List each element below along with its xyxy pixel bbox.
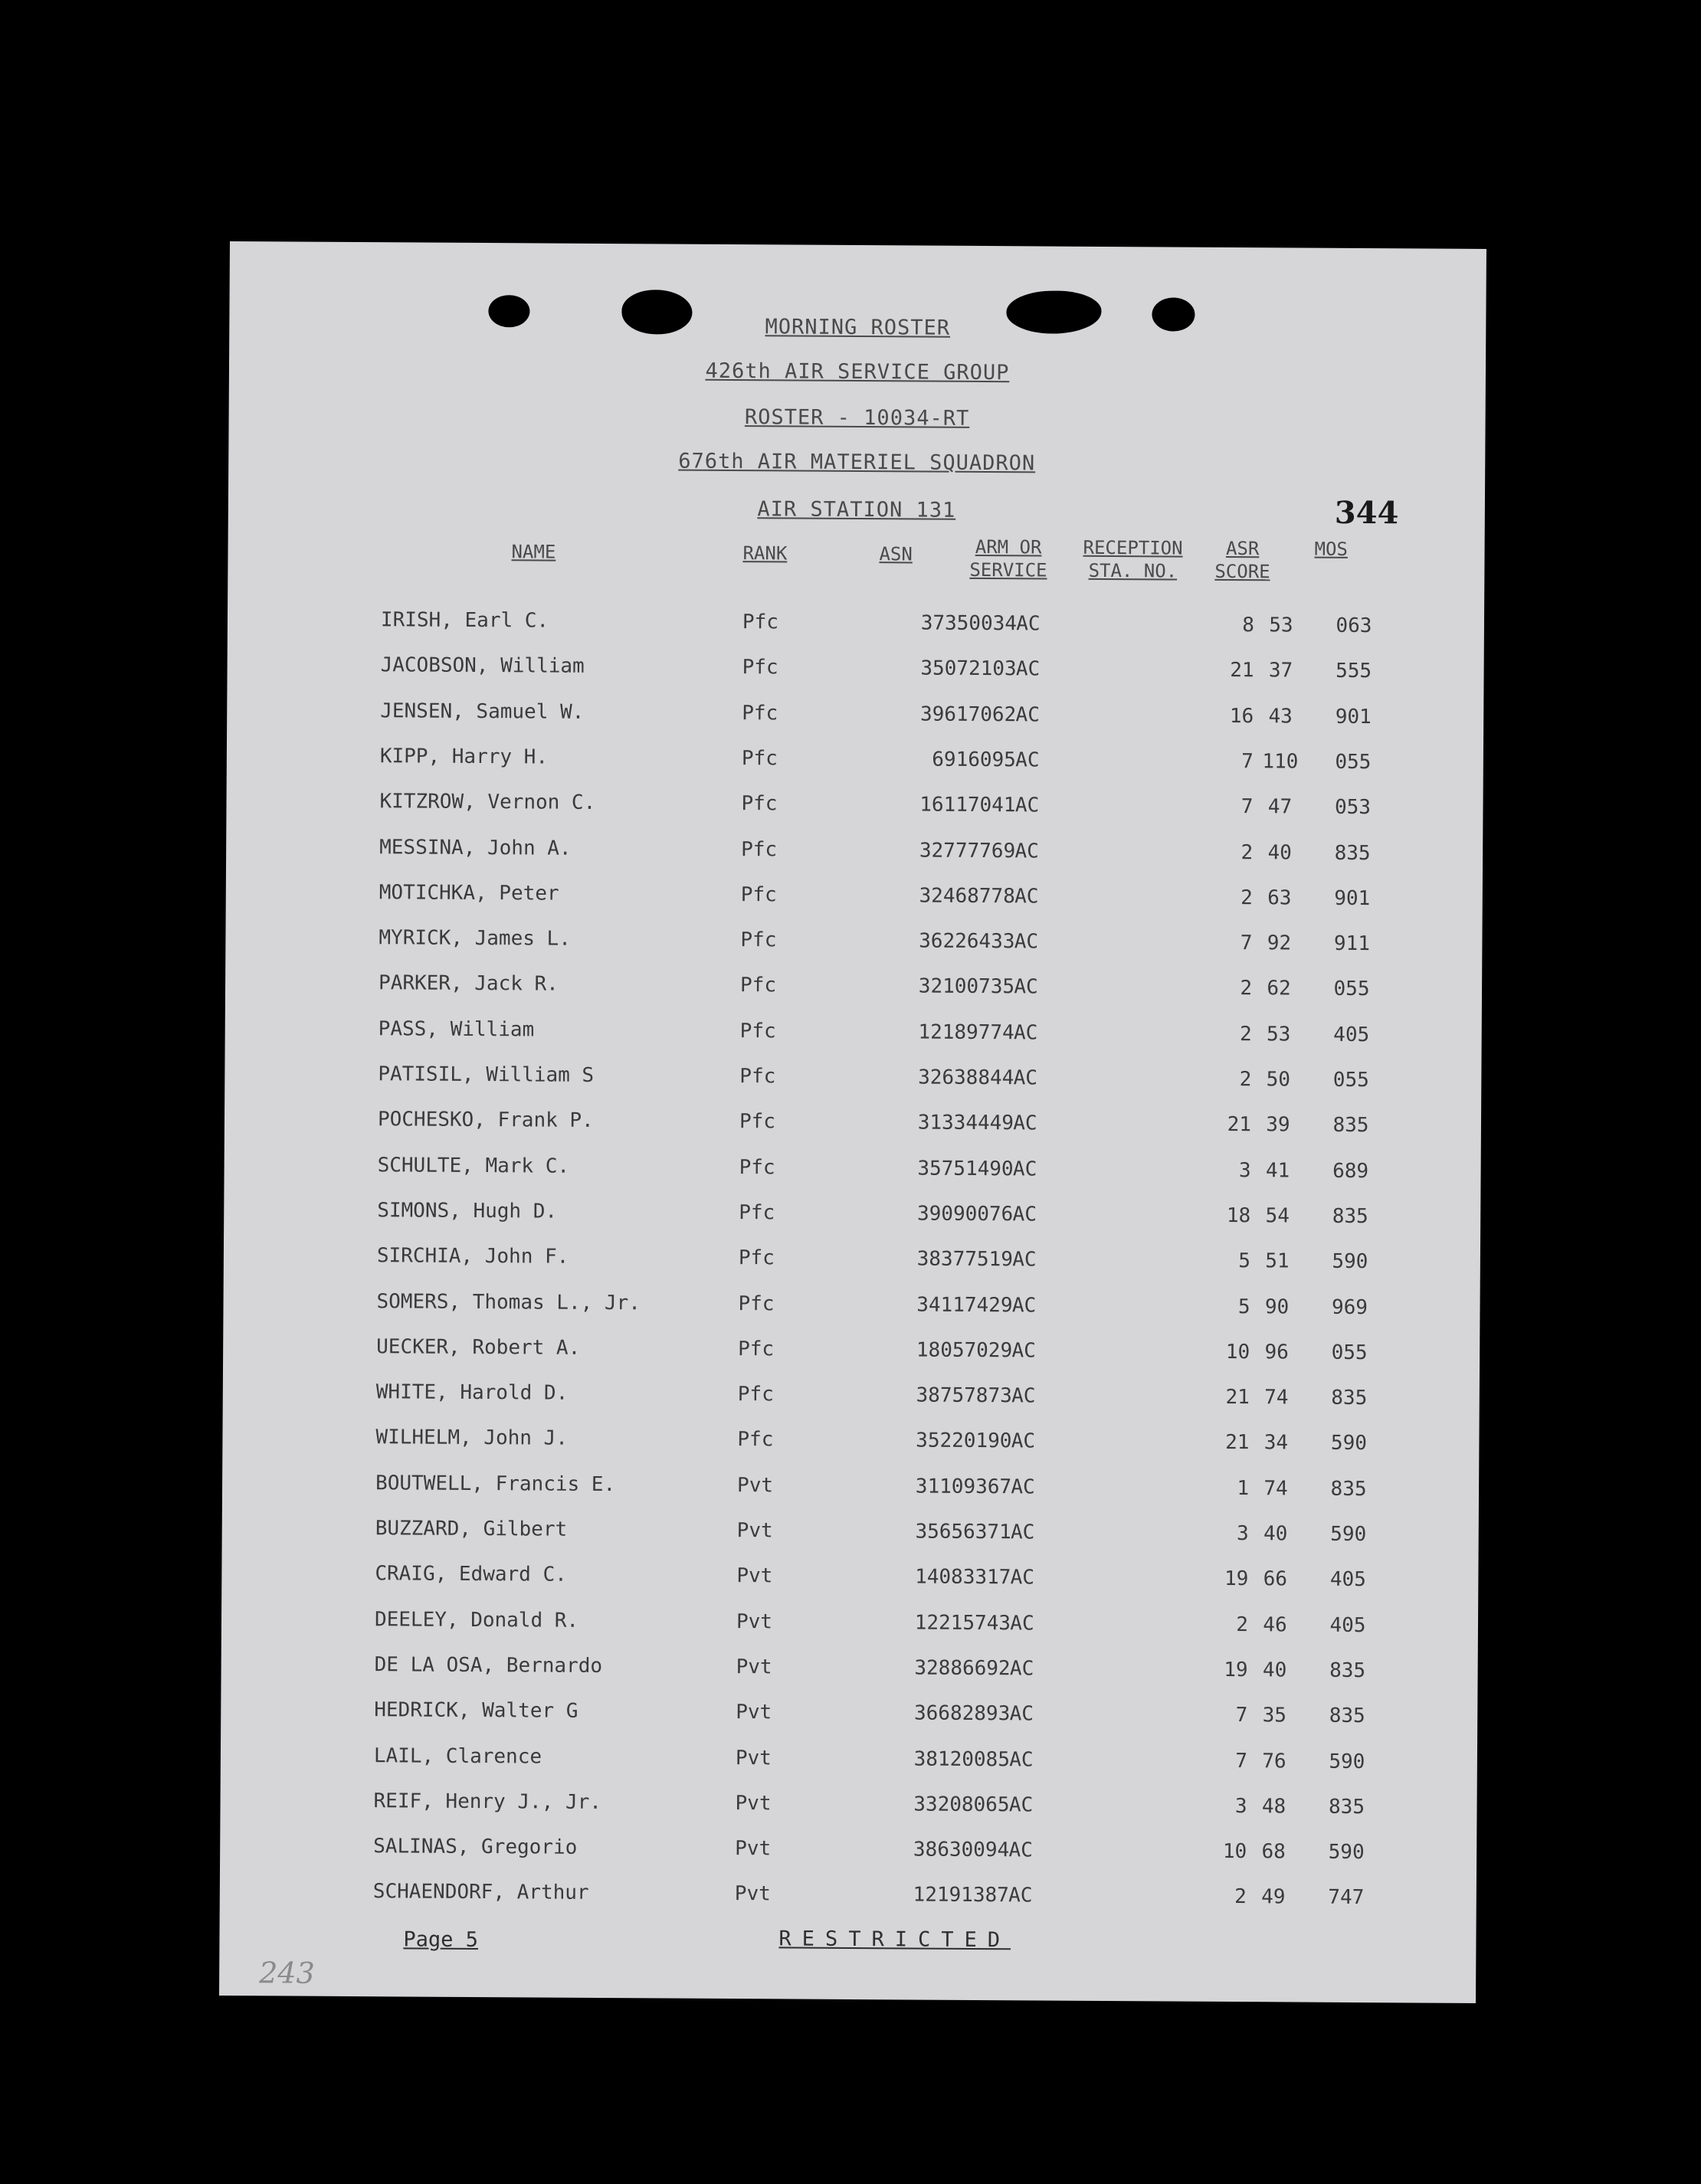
person-name: SCHAENDORF, Arthur <box>372 1880 589 1905</box>
column-header-arm-line1: ARM OR <box>975 535 1042 558</box>
person-name: WILHELM, John J. <box>375 1426 569 1451</box>
serial-number: 39617062 <box>919 702 1017 726</box>
asr-score: 90 <box>1264 1295 1290 1318</box>
arm-or-service: AC <box>1012 1248 1037 1272</box>
asr-score: 53 <box>1266 1022 1291 1046</box>
asr-score: 40 <box>1263 1522 1288 1546</box>
table-row <box>225 1017 1482 1055</box>
mos-code: 689 <box>1332 1159 1369 1183</box>
rank: Pvt <box>736 1701 772 1724</box>
reception-station: 21 <box>1225 1386 1250 1410</box>
mos-code: 405 <box>1329 1568 1366 1592</box>
mos-code: 835 <box>1329 1658 1366 1682</box>
table-row <box>222 1425 1479 1463</box>
asr-score: 68 <box>1261 1840 1286 1864</box>
arm-or-service: AC <box>1010 1611 1034 1636</box>
arm-or-service: AC <box>1011 1293 1037 1317</box>
rank: Pvt <box>737 1473 774 1498</box>
rank: Pfc <box>739 1155 775 1179</box>
rank: Pvt <box>736 1564 773 1588</box>
serial-number: 32100735 <box>918 974 1015 999</box>
serial-number: 35751490 <box>917 1157 1014 1180</box>
arm-or-service: AC <box>1009 1702 1034 1726</box>
reception-station: 2 <box>1240 977 1253 1000</box>
asr-score: 35 <box>1262 1704 1287 1727</box>
serial-number: 31109367 <box>915 1475 1012 1498</box>
column-header-arm-line2: SERVICE <box>969 558 1047 581</box>
person-name: SIRCHIA, John F. <box>376 1244 569 1269</box>
serial-number: 32638844 <box>918 1066 1014 1090</box>
person-name: PARKER, Jack R. <box>378 971 559 997</box>
table-row <box>221 1698 1477 1736</box>
asr-score: 51 <box>1265 1249 1290 1273</box>
reception-station: 3 <box>1234 1794 1247 1818</box>
serial-number: 35072103 <box>920 657 1017 681</box>
asr-score: 39 <box>1266 1113 1290 1137</box>
reception-station: 19 <box>1224 1658 1248 1682</box>
person-name: SCHULTE, Mark C. <box>377 1153 570 1178</box>
table-row <box>224 1243 1480 1282</box>
asr-score: 34 <box>1263 1431 1289 1455</box>
mos-code: 835 <box>1328 1795 1365 1819</box>
person-name: DEELEY, Donald R. <box>374 1607 579 1632</box>
person-name: JACOBSON, William <box>380 653 585 679</box>
arm-or-service: AC <box>1016 612 1041 636</box>
mos-code: 969 <box>1331 1295 1368 1319</box>
table-row <box>227 744 1483 782</box>
asr-score: 48 <box>1261 1795 1286 1819</box>
asr-score: 53 <box>1269 614 1293 637</box>
roster-page <box>219 241 1486 2003</box>
arm-or-service: AC <box>1015 657 1041 681</box>
mos-code: 055 <box>1335 750 1372 774</box>
person-name: UECKER, Robert A. <box>376 1334 581 1360</box>
arm-or-service: AC <box>1012 1157 1037 1181</box>
rank: Pfc <box>741 837 778 861</box>
reception-station: 7 <box>1235 1704 1248 1727</box>
serial-number: 35220190 <box>916 1429 1012 1453</box>
reception-station: 19 <box>1224 1567 1249 1591</box>
arm-or-service: AC <box>1013 1112 1037 1135</box>
person-name: MOTICHKA, Peter <box>379 881 559 905</box>
reception-station: 10 <box>1222 1840 1247 1864</box>
person-name: SALINAS, Gregorio <box>373 1835 578 1859</box>
table-row <box>220 1789 1476 1827</box>
reception-station: 2 <box>1234 1885 1247 1909</box>
reception-station: 8 <box>1242 614 1255 637</box>
serial-number: 38757873 <box>916 1383 1012 1408</box>
mos-code: 405 <box>1329 1613 1366 1637</box>
column-header-reception-line1: RECEPTION <box>1083 536 1183 559</box>
classification-marking: RESTRICTED <box>778 1927 1011 1953</box>
arm-or-service: AC <box>1011 1429 1036 1453</box>
asr-score: 41 <box>1265 1158 1290 1183</box>
mos-code: 590 <box>1330 1522 1367 1547</box>
mos-code: 835 <box>1329 1704 1365 1728</box>
arm-or-service: AC <box>1011 1339 1036 1363</box>
reception-station: 21 <box>1230 659 1254 683</box>
mos-code: 590 <box>1332 1249 1368 1274</box>
mos-code: 901 <box>1334 886 1371 910</box>
reception-station: 5 <box>1238 1249 1250 1273</box>
serial-number: 38120085 <box>913 1747 1011 1771</box>
column-header-mos: MOS <box>1314 538 1349 560</box>
rank: Pvt <box>735 1791 772 1816</box>
serial-number: 38377519 <box>916 1247 1013 1272</box>
table-row <box>221 1743 1477 1781</box>
reception-station: 2 <box>1239 1068 1252 1092</box>
arm-or-service: AC <box>1014 839 1039 863</box>
reception-station: 21 <box>1225 1431 1250 1455</box>
serial-number: 12215743 <box>914 1611 1011 1635</box>
mos-code: 901 <box>1335 705 1372 729</box>
asr-score: 47 <box>1267 795 1293 819</box>
column-header-name: NAME <box>511 541 556 563</box>
asr-score: 43 <box>1268 704 1293 729</box>
group-name: 426th AIR SERVICE GROUP <box>705 359 1010 385</box>
serial-number: 36226433 <box>919 929 1015 954</box>
serial-number: 16117041 <box>919 793 1016 817</box>
mos-code: 747 <box>1328 1886 1365 1910</box>
reception-station: 3 <box>1236 1522 1249 1546</box>
arm-or-service: AC <box>1014 930 1039 954</box>
asr-score: 63 <box>1267 886 1292 910</box>
serial-number: 12189774 <box>918 1020 1014 1044</box>
person-name: BOUTWELL, Francis E. <box>375 1471 616 1496</box>
mos-code: 835 <box>1334 841 1371 865</box>
person-name: PATISIL, William S <box>378 1063 595 1087</box>
rank: Pfc <box>738 1246 775 1270</box>
reception-station: 2 <box>1239 1022 1252 1046</box>
asr-score: 50 <box>1266 1068 1291 1092</box>
reception-station: 7 <box>1240 932 1253 955</box>
rank: Pfc <box>740 882 777 907</box>
table-row <box>221 1652 1478 1691</box>
reception-station: 16 <box>1229 704 1254 728</box>
arm-or-service: AC <box>1009 1657 1034 1681</box>
reception-station: 21 <box>1227 1113 1252 1137</box>
reception-station: 1 <box>1237 1476 1250 1500</box>
serial-number: 12191387 <box>913 1883 1009 1907</box>
serial-number: 6916095 <box>932 748 1016 772</box>
table-row <box>221 1607 1478 1645</box>
table-row <box>222 1516 1479 1554</box>
serial-number: 38630094 <box>913 1838 1010 1862</box>
roster-title: MORNING ROSTER <box>765 315 951 340</box>
serial-number: 14083317 <box>915 1565 1011 1590</box>
table-row <box>228 607 1484 646</box>
roster-table <box>219 241 1486 2003</box>
mos-code: 405 <box>1333 1023 1370 1046</box>
mos-code: 835 <box>1332 1204 1368 1228</box>
column-header-asr-line1: ASR <box>1225 537 1260 560</box>
asr-score: 40 <box>1262 1658 1287 1682</box>
serial-number: 33208065 <box>913 1793 1010 1817</box>
person-name: SOMERS, Thomas L., Jr. <box>376 1289 641 1315</box>
table-row <box>225 1062 1481 1100</box>
reception-station: 2 <box>1241 840 1254 864</box>
serial-number: 32886692 <box>914 1656 1011 1681</box>
table-row <box>223 1288 1480 1327</box>
table-row <box>223 1380 1480 1418</box>
reception-station: 7 <box>1235 1749 1247 1773</box>
rank: Pfc <box>739 1019 776 1043</box>
table-row <box>226 789 1483 827</box>
mos-code: 055 <box>1333 977 1370 1001</box>
rank: Pfc <box>737 1383 774 1406</box>
rank: Pfc <box>738 1337 775 1361</box>
reception-station: 3 <box>1238 1158 1251 1182</box>
table-row <box>227 699 1483 737</box>
serial-number: 18057029 <box>916 1338 1013 1363</box>
arm-or-service: AC <box>1008 1839 1033 1862</box>
person-name: REIF, Henry J., Jr. <box>373 1789 602 1814</box>
arm-or-service: AC <box>1009 1747 1034 1771</box>
table-row <box>220 1834 1476 1872</box>
arm-or-service: AC <box>1012 1203 1037 1226</box>
station-name: AIR STATION 131 <box>757 497 956 522</box>
asr-score: 96 <box>1264 1341 1289 1364</box>
person-name: IRISH, Earl C. <box>380 608 549 633</box>
person-name: MESSINA, John A. <box>379 835 572 860</box>
mos-code: 555 <box>1336 660 1372 683</box>
column-header-rank: RANK <box>742 542 788 565</box>
rank: Pvt <box>736 1519 773 1543</box>
asr-score: 40 <box>1267 840 1292 864</box>
mos-code: 063 <box>1336 614 1372 638</box>
serial-number: 32468778 <box>919 884 1015 909</box>
reception-station: 5 <box>1237 1295 1250 1318</box>
person-name: WHITE, Harold D. <box>375 1380 569 1405</box>
person-name: POCHESKO, Frank P. <box>377 1108 594 1133</box>
asr-score: 110 <box>1262 750 1299 774</box>
page-number: Page 5 <box>403 1927 479 1953</box>
rank: Pfc <box>741 792 778 816</box>
asr-score: 37 <box>1268 659 1293 683</box>
person-name: KITZROW, Vernon C. <box>379 790 596 815</box>
arm-or-service: AC <box>1013 1066 1038 1090</box>
table-row <box>226 880 1483 918</box>
table-row <box>221 1561 1478 1600</box>
serial-number: 36682893 <box>913 1701 1011 1726</box>
person-name: HEDRICK, Walter G <box>374 1698 578 1723</box>
arm-or-service: AC <box>1010 1521 1035 1544</box>
serial-number: 37350034 <box>920 611 1018 636</box>
pencil-annotation: 243 <box>259 1956 315 1990</box>
rank: Pvt <box>736 1609 773 1633</box>
rank: Pfc <box>741 746 778 771</box>
mos-code: 590 <box>1328 1840 1365 1865</box>
serial-number: 31334449 <box>917 1111 1014 1135</box>
rank: Pvt <box>735 1746 772 1770</box>
rank: Pfc <box>739 1110 776 1134</box>
arm-or-service: AC <box>1011 1475 1035 1499</box>
rank: Pfc <box>742 656 778 679</box>
asr-score: 76 <box>1262 1749 1286 1773</box>
asr-score: 54 <box>1265 1204 1290 1228</box>
reception-station: 2 <box>1241 886 1253 909</box>
table-row <box>225 925 1482 964</box>
asr-score: 92 <box>1267 932 1292 955</box>
table-row <box>224 1198 1480 1236</box>
mos-code: 055 <box>1331 1341 1368 1364</box>
person-name: BUZZARD, Gilbert <box>375 1517 568 1541</box>
table-row <box>223 1334 1480 1373</box>
rank: Pvt <box>735 1837 772 1861</box>
table-row <box>227 653 1483 691</box>
person-name: SIMONS, Hugh D. <box>377 1199 558 1223</box>
rank: Pfc <box>740 928 777 952</box>
page-stamp-number: 344 <box>1334 494 1399 532</box>
rank: Pvt <box>736 1655 772 1679</box>
asr-score: 46 <box>1263 1613 1287 1637</box>
rank: Pfc <box>739 1065 776 1089</box>
arm-or-service: AC <box>1008 1793 1034 1817</box>
arm-or-service: AC <box>1011 1384 1036 1408</box>
serial-number: 34117429 <box>916 1293 1013 1317</box>
table-row <box>222 1471 1479 1509</box>
person-name: MYRICK, James L. <box>379 926 571 951</box>
reception-station: 10 <box>1225 1340 1250 1364</box>
person-name: JENSEN, Samuel W. <box>380 699 585 724</box>
mos-code: 911 <box>1333 932 1371 956</box>
table-row <box>225 971 1482 1009</box>
rank: Pfc <box>742 611 779 634</box>
table-row <box>225 1107 1481 1145</box>
column-header-reception-line2: STA. NO. <box>1088 559 1178 582</box>
person-name: DE LA OSA, Bernardo <box>374 1653 603 1678</box>
reception-station: 18 <box>1226 1203 1251 1228</box>
mos-code: 835 <box>1332 1114 1369 1138</box>
table-row <box>224 1153 1480 1191</box>
person-name: PASS, William <box>378 1017 535 1042</box>
serial-number: 32777769 <box>919 839 1016 863</box>
mos-code: 590 <box>1329 1750 1365 1773</box>
mos-code: 835 <box>1331 1386 1368 1410</box>
mos-code: 590 <box>1330 1432 1368 1455</box>
person-name: LAIL, Clarence <box>373 1744 542 1769</box>
arm-or-service: AC <box>1014 794 1040 817</box>
mos-code: 835 <box>1330 1477 1367 1501</box>
asr-score: 62 <box>1267 977 1291 1000</box>
mos-code: 055 <box>1332 1068 1369 1092</box>
rank: Pfc <box>739 1200 775 1225</box>
rank: Pfc <box>738 1292 775 1315</box>
rank: Pfc <box>742 701 778 725</box>
column-header-asr-line2: SCORE <box>1214 560 1270 583</box>
arm-or-service: AC <box>1015 748 1040 772</box>
table-row <box>226 834 1483 873</box>
asr-score: 66 <box>1263 1567 1288 1591</box>
arm-or-service: AC <box>1014 975 1038 999</box>
rank: Pvt <box>734 1882 771 1906</box>
asr-score: 74 <box>1263 1476 1288 1501</box>
person-name: CRAIG, Edward C. <box>375 1562 567 1587</box>
arm-or-service: AC <box>1010 1566 1035 1590</box>
reception-station: 7 <box>1241 795 1254 819</box>
mos-code: 053 <box>1334 796 1372 820</box>
person-name: KIPP, Harry H. <box>379 745 549 769</box>
asr-score: 49 <box>1261 1885 1286 1909</box>
arm-or-service: AC <box>1008 1884 1033 1907</box>
table-row <box>220 1879 1476 1917</box>
arm-or-service: AC <box>1014 885 1039 909</box>
serial-number: 35656371 <box>915 1520 1011 1544</box>
reception-station: 7 <box>1241 749 1254 774</box>
rank: Pfc <box>737 1428 774 1452</box>
roster-number: ROSTER - 10034-RT <box>744 405 970 431</box>
arm-or-service: AC <box>1015 702 1040 727</box>
rank: Pfc <box>739 974 777 997</box>
column-header-asn: ASN <box>879 543 913 565</box>
reception-station: 2 <box>1236 1613 1249 1636</box>
arm-or-service: AC <box>1013 1020 1038 1045</box>
asr-score: 74 <box>1264 1386 1289 1410</box>
squadron-name: 676th AIR MATERIEL SQUADRON <box>678 449 1036 476</box>
serial-number: 39090076 <box>916 1202 1014 1226</box>
